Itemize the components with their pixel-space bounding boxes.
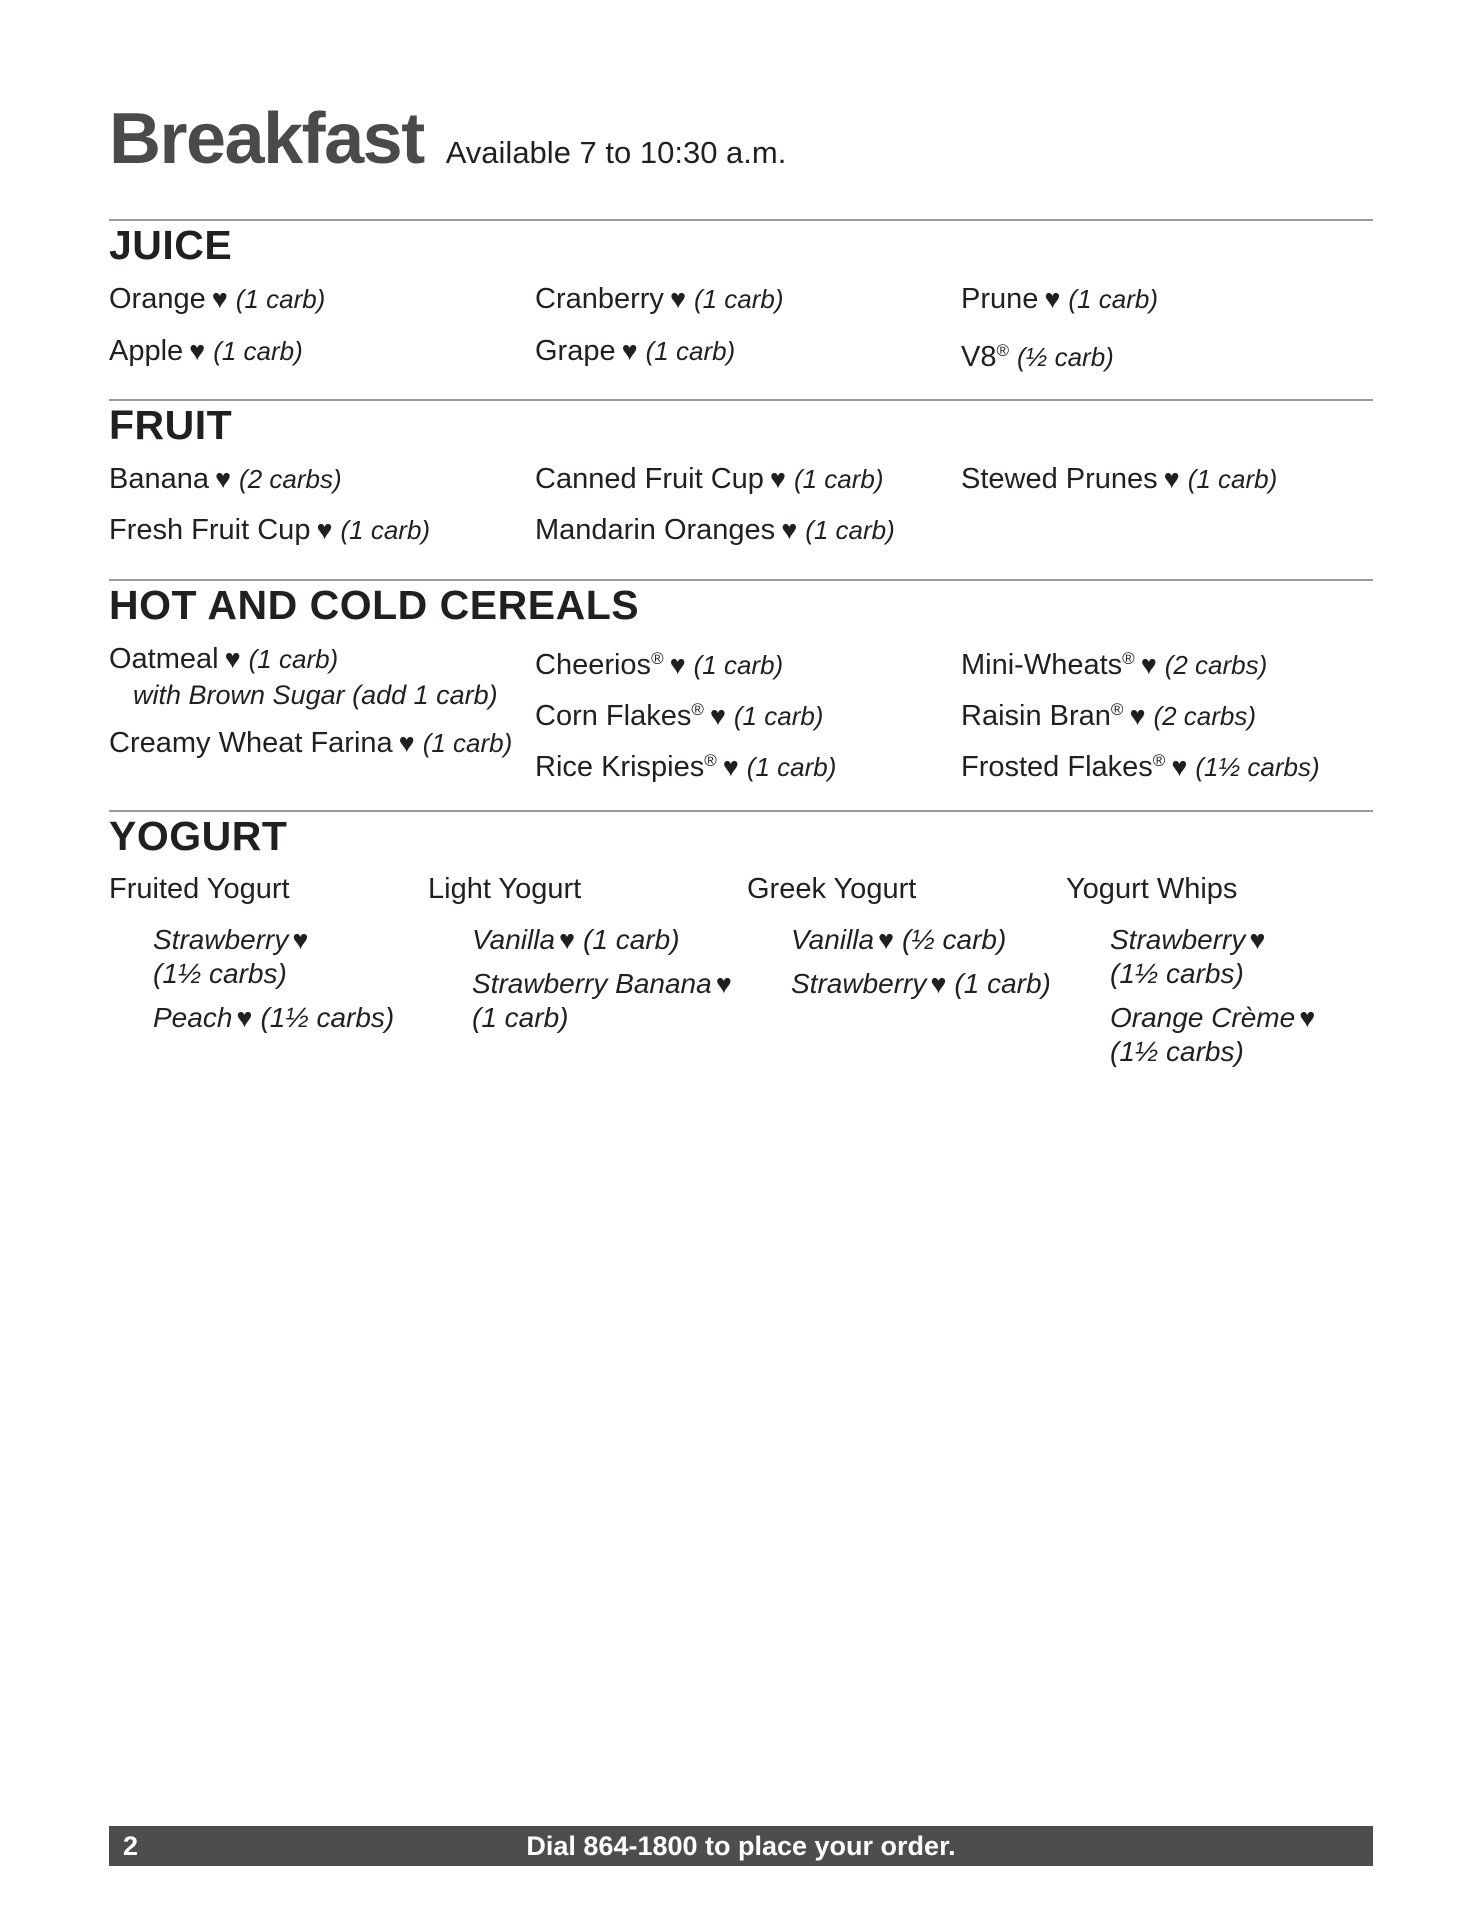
heart-icon: ♥ — [215, 464, 232, 494]
menu-item: Fresh Fruit Cup ♥ (1 carb) — [109, 514, 431, 546]
menu-item: Peach ♥ (1½ carbs) — [153, 1002, 395, 1033]
heart-icon: ♥ — [1129, 701, 1146, 731]
menu-item: Cheerios® ♥ (1 carb) — [535, 649, 784, 681]
yogurt-column-title: Yogurt Whips — [1066, 873, 1238, 905]
section-heading: HOT AND COLD CEREALS — [109, 582, 640, 628]
section-cereals — [109, 582, 1373, 782]
page-number: 2 — [123, 1831, 139, 1861]
menu-item: Raisin Bran® ♥ (2 carbs) — [961, 700, 1257, 732]
menu-item-carb: (1 carb) — [472, 1002, 569, 1033]
menu-item: Strawberry ♥ — [153, 924, 309, 955]
menu-item: Orange Crème ♥ — [1110, 1002, 1316, 1033]
heart-icon: ♥ — [669, 284, 686, 314]
section-heading: YOGURT — [109, 813, 288, 859]
yogurt-column-title: Greek Yogurt — [747, 873, 917, 905]
heart-icon: ♥ — [1044, 284, 1061, 314]
heart-icon: ♥ — [316, 515, 333, 545]
section-divider — [109, 810, 1373, 812]
menu-item: Apple ♥ (1 carb) — [109, 335, 303, 367]
menu-item: Strawberry ♥ — [1110, 924, 1266, 955]
page-header — [109, 98, 786, 180]
heart-icon: ♥ — [621, 336, 638, 366]
section-fruit — [109, 402, 1373, 552]
heart-icon: ♥ — [709, 701, 726, 731]
yogurt-column-title: Light Yogurt — [428, 873, 582, 905]
heart-icon: ♥ — [1249, 925, 1266, 955]
heart-icon: ♥ — [722, 752, 739, 782]
registered-mark: ® — [704, 751, 717, 770]
section-yogurt — [109, 813, 1373, 1073]
heart-icon: ♥ — [715, 969, 732, 999]
heart-icon: ♥ — [398, 728, 415, 758]
heart-icon: ♥ — [211, 284, 228, 314]
heart-icon: ♥ — [1299, 1003, 1316, 1033]
menu-item: V8® (½ carb) — [961, 341, 1114, 373]
heart-icon: ♥ — [1140, 650, 1157, 680]
menu-item-carb: (1½ carbs) — [1110, 958, 1244, 989]
menu-item: Cranberry ♥ (1 carb) — [535, 283, 784, 315]
page-subtitle: Available 7 to 10:30 a.m. — [445, 135, 787, 170]
menu-item: Grape ♥ (1 carb) — [535, 335, 736, 367]
registered-mark: ® — [1110, 700, 1124, 719]
page-title: Breakfast — [109, 99, 424, 179]
section-heading: JUICE — [109, 222, 233, 268]
registered-mark: ® — [1152, 751, 1166, 770]
menu-item: Frosted Flakes® ♥ (1½ carbs) — [961, 751, 1320, 783]
order-phone-message: Dial 864-1800 to place your order. — [526, 1831, 956, 1861]
registered-mark: ® — [651, 649, 664, 668]
section-divider — [109, 579, 1373, 581]
heart-icon: ♥ — [1163, 464, 1180, 494]
heart-icon: ♥ — [559, 925, 576, 955]
menu-item: Prune ♥ (1 carb) — [961, 283, 1158, 315]
heart-icon: ♥ — [292, 925, 309, 955]
heart-icon: ♥ — [878, 925, 895, 955]
menu-item: Oatmeal ♥ (1 carb) — [109, 643, 339, 675]
menu-item: Stewed Prunes ♥ (1 carb) — [961, 463, 1278, 495]
heart-icon: ♥ — [781, 515, 798, 545]
section-juice — [109, 222, 1373, 372]
menu-item: Strawberry ♥ (1 carb) — [791, 968, 1051, 999]
menu-item: Mini-Wheats® ♥ (2 carbs) — [961, 649, 1268, 681]
menu-item: Creamy Wheat Farina ♥ (1 carb) — [109, 727, 513, 759]
menu-item: Rice Krispies® ♥ (1 carb) — [535, 751, 837, 783]
menu-item-carb: (1½ carbs) — [1110, 1036, 1244, 1067]
heart-icon: ♥ — [769, 464, 786, 494]
menu-item: Vanilla ♥ (½ carb) — [791, 924, 1007, 955]
menu-item: Banana ♥ (2 carbs) — [109, 463, 342, 495]
registered-mark: ® — [1122, 649, 1135, 668]
menu-item-carb: (1½ carbs) — [153, 958, 287, 989]
registered-mark: ® — [691, 700, 704, 719]
heart-icon: ♥ — [930, 969, 947, 999]
menu-item: Mandarin Oranges ♥ (1 carb) — [535, 514, 895, 546]
menu-item: Corn Flakes® ♥ (1 carb) — [535, 700, 824, 732]
menu-item: Vanilla ♥ (1 carb) — [472, 924, 680, 955]
heart-icon: ♥ — [189, 336, 206, 366]
heart-icon: ♥ — [669, 650, 686, 680]
menu-item: Orange ♥ (1 carb) — [109, 283, 326, 315]
registered-mark: ® — [996, 341, 1010, 360]
menu-item: Canned Fruit Cup ♥ (1 carb) — [535, 463, 884, 495]
section-heading: FRUIT — [109, 402, 233, 448]
heart-icon: ♥ — [1171, 752, 1188, 782]
footer-bar — [109, 1826, 1373, 1866]
section-divider — [109, 399, 1373, 401]
heart-icon: ♥ — [236, 1003, 253, 1033]
section-divider — [109, 219, 1373, 221]
heart-icon: ♥ — [224, 644, 241, 674]
menu-item-note: with Brown Sugar (add 1 carb) — [133, 680, 498, 710]
yogurt-column-title: Fruited Yogurt — [109, 873, 290, 905]
menu-item: Strawberry Banana ♥ — [472, 968, 732, 999]
